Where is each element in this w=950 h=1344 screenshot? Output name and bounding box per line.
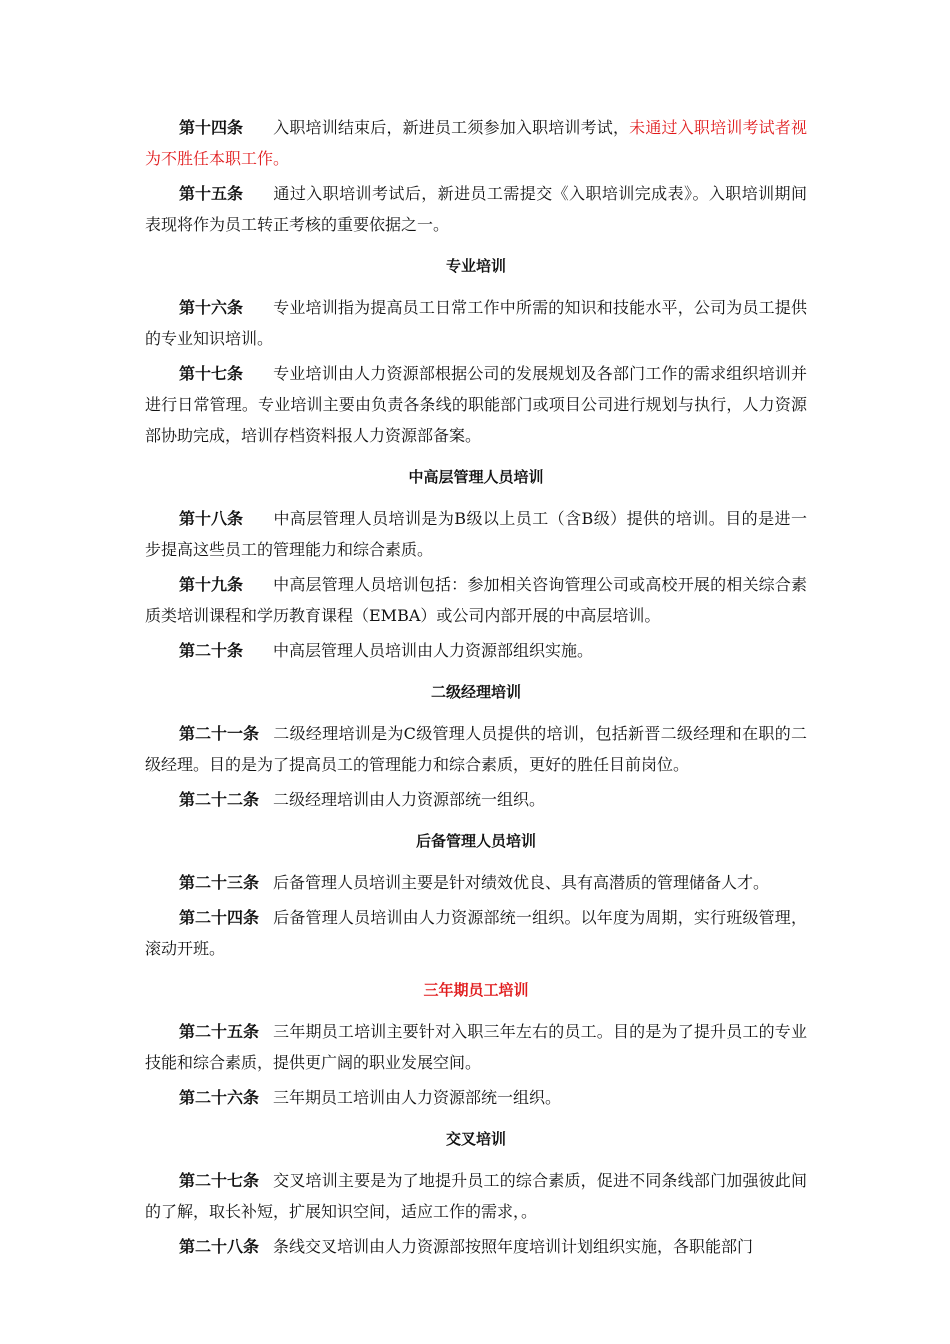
document-page <box>145 112 807 1266</box>
article-text: 通过入职培训考试后，新进员工需提交《入职培训完成表》。入职培训期间表现将作为员工转正考核的重要依据之一。 <box>145 184 807 234</box>
article-15 <box>145 178 807 240</box>
article-number: 第十九条 <box>179 575 244 594</box>
article-17 <box>145 358 807 451</box>
article-text: 二级经理培训是为C级管理人员提供的培训，包括新晋二级经理和在职的二级经理。目的是为了提高员工的管理能力和综合素质，更好的胜任目前岗位。 <box>145 724 807 774</box>
article-text: 中高层管理人员培训包括：参加相关咨询管理公司或高校开展的相关综合素质类培训课程和学历教育课程（EMBA）或公司内部开展的中高层培训。 <box>145 575 807 625</box>
article-text: 三年期员工培训由人力资源部统一组织。 <box>273 1088 562 1107</box>
article-16 <box>145 292 807 354</box>
article-number: 第十五条 <box>179 184 244 203</box>
article-number: 第十四条 <box>179 118 244 137</box>
article-text: 二级经理培训由人力资源部统一组织。 <box>273 790 546 809</box>
article-text: 专业培训由人力资源部根据公司的发展规划及各部门工作的需求组织培训并进行日常管理。专业培训主要由负责各条线的职能部门或项目公司进行规划与执行，人力资源部协助完成，培训存档资料报人力资源部备案。 <box>145 364 807 445</box>
article-text: 后备管理人员培训主要是针对绩效优良、具有高潜质的管理储备人才。 <box>273 873 770 892</box>
article-text: 中高层管理人员培训是为B级以上员工（含B级）提供的培训。目的是进一步提高这些员工的管理能力和综合素质。 <box>145 509 807 559</box>
article-text: 专业培训指为提高员工日常工作中所需的知识和技能水平，公司为员工提供的专业知识培训。 <box>145 298 807 348</box>
article-number: 第十七条 <box>179 364 244 383</box>
article-number: 第十八条 <box>179 509 244 528</box>
section-heading-reserve: 后备管理人员培训 <box>415 832 536 850</box>
article-text: 中高层管理人员培训由人力资源部组织实施。 <box>273 641 594 660</box>
article-18 <box>145 503 807 565</box>
article-number: 第二十一条 <box>179 724 260 743</box>
article-number: 第二十四条 <box>179 908 260 927</box>
article-number: 第二十三条 <box>179 873 260 892</box>
article-26 <box>145 1082 807 1113</box>
article-22 <box>145 784 807 815</box>
section-heading-cross: 交叉培训 <box>445 1130 506 1148</box>
article-number: 第二十八条 <box>179 1237 260 1256</box>
article-number: 第十六条 <box>179 298 244 317</box>
article-number: 第二十六条 <box>179 1088 260 1107</box>
article-number: 第二十条 <box>179 641 244 660</box>
article-text-highlight: 未通过入职培训考试者视为不胜任本职工作。 <box>145 118 807 168</box>
section-heading-second-level: 二级经理培训 <box>430 683 521 701</box>
article-27 <box>145 1165 807 1227</box>
article-23 <box>145 867 807 898</box>
section-heading-three-year: 三年期员工培训 <box>423 981 529 999</box>
article-text: 后备管理人员培训由人力资源部统一组织。以年度为周期，实行班级管理， 滚动开班。 <box>145 908 807 958</box>
article-number: 第二十五条 <box>179 1022 260 1041</box>
article-number: 第二十七条 <box>179 1171 260 1190</box>
article-text: 入职培训结束后，新进员工须参加入职培训考试， <box>273 118 630 137</box>
article-24 <box>145 902 807 964</box>
article-28 <box>145 1231 807 1262</box>
article-14 <box>145 112 807 174</box>
article-number: 第二十二条 <box>179 790 260 809</box>
article-19 <box>145 569 807 631</box>
article-text: 三年期员工培训主要针对入职三年左右的员工。目的是为了提升员工的专业技能和综合素质，提供更广阔的职业发展空间。 <box>145 1022 807 1072</box>
article-20 <box>145 635 807 666</box>
section-heading-professional: 专业培训 <box>445 257 506 275</box>
article-text: 条线交叉培训由人力资源部按照年度培训计划组织实施，各职能部门 <box>273 1237 754 1256</box>
section-heading-senior: 中高层管理人员培训 <box>408 468 544 486</box>
article-text: 交叉培训主要是为了地提升员工的综合素质，促进不同条线部门加强彼此间的了解，取长补短，扩展知识空间，适应工作的需求，。 <box>145 1171 807 1221</box>
article-21 <box>145 718 807 780</box>
article-25 <box>145 1016 807 1078</box>
